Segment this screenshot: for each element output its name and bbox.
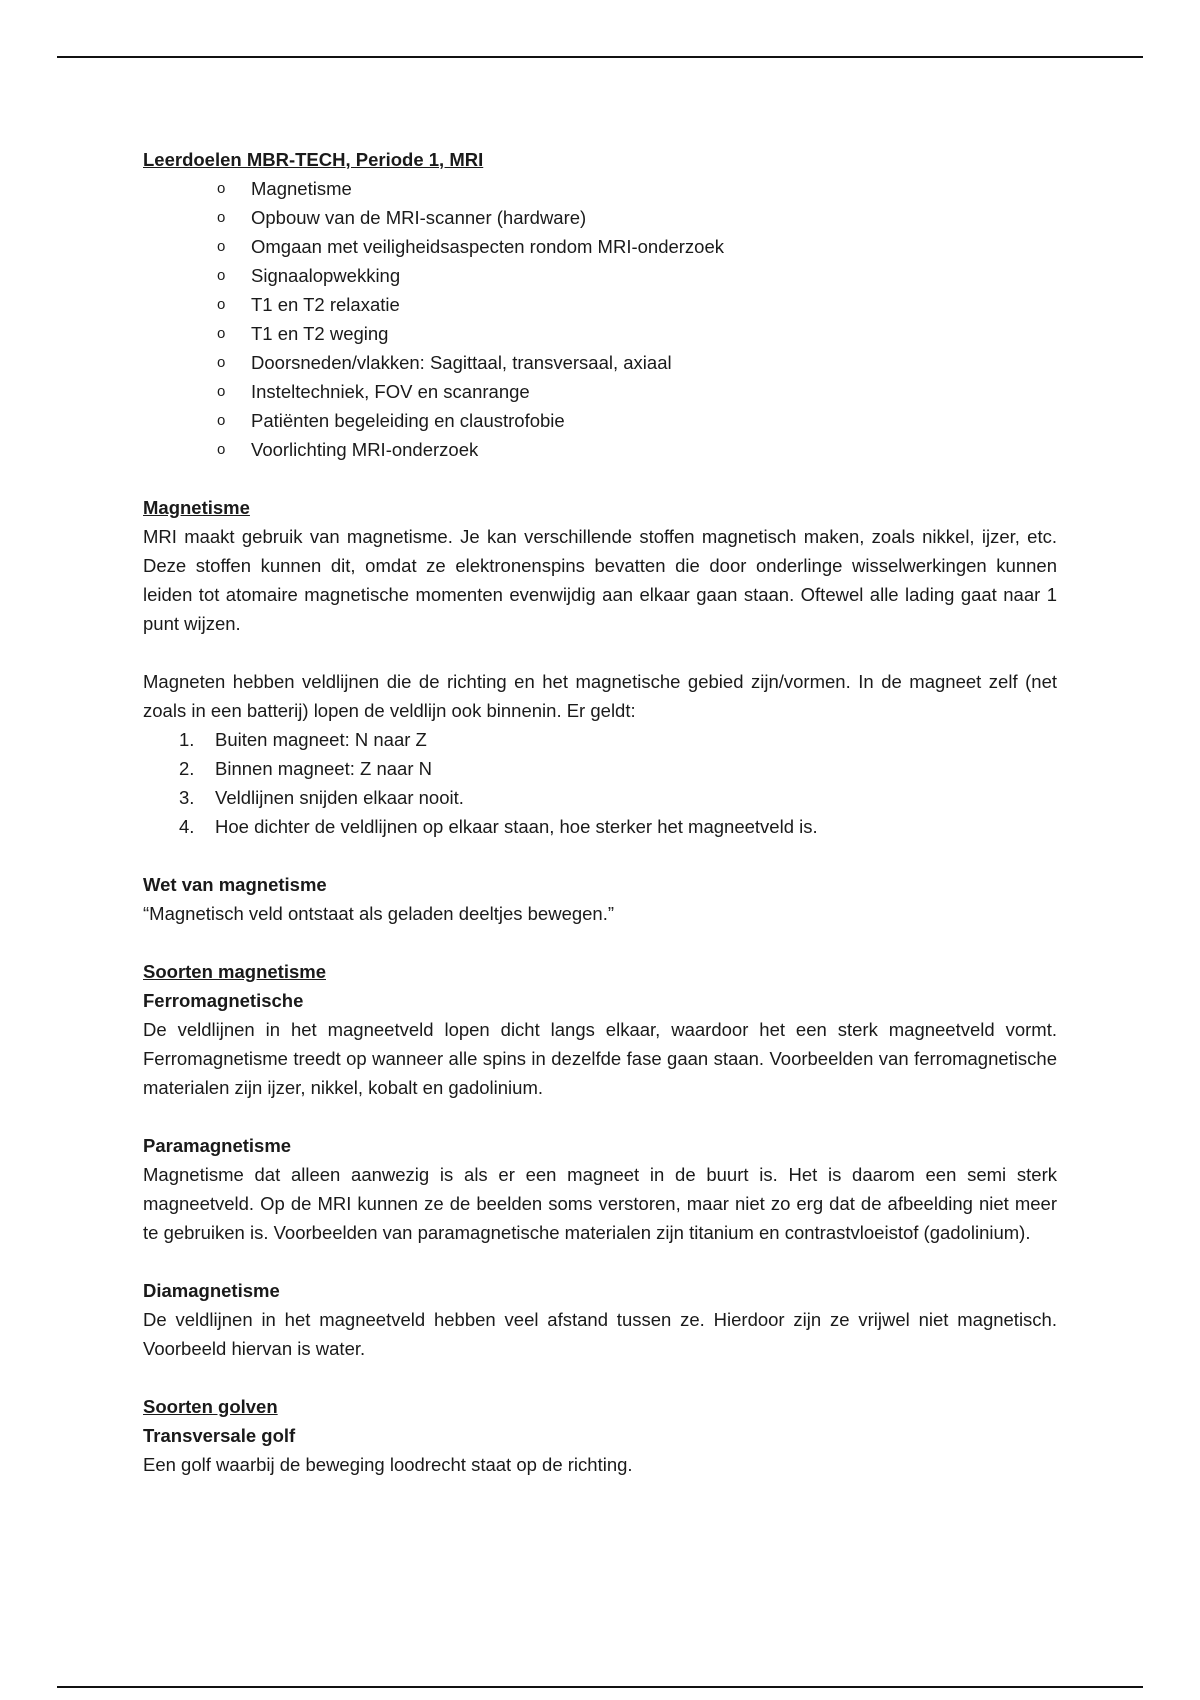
transversaal-text: Een golf waarbij de beweging loodrecht staat op de richting. (143, 1454, 633, 1475)
circle-bullet-icon: o (217, 296, 226, 313)
header-rule (57, 56, 1143, 58)
circle-bullet-icon: o (217, 238, 226, 255)
goals-list (143, 174, 1057, 464)
ferro-title: Ferromagnetische (143, 990, 304, 1011)
list-item: o T1 en T2 weging (217, 319, 1057, 348)
document-body (143, 145, 1057, 1479)
list-item: o Magnetisme (217, 174, 1057, 203)
para-text: Magnetisme dat alleen aanwezig is als er een magneet in de buurt is. Het is daarom een semi sterk magneetveld. Op de MRI kunnen ze de beelden soms verstoren, maar niet zo erg dat de afbeelding niet meer te gebruiken is. Voorbeelden van paramagnetische materialen zijn titanium en contrastvloeistof (gadolinium). (143, 1164, 1057, 1243)
magnetisme-paragraph-1: MRI maakt gebruik van magnetisme. Je kan verschillende stoffen magnetisch maken, zoals nikkel, ijzer, etc. Deze stoffen kunnen dit, omdat ze elektronenspins bevatten die door onderlinge wisselwerkingen kunnen leiden tot atomaire magnetische momenten evenwijdig aan elkaar gaan staan. Oftewel alle lading gaat naar 1 punt wijzen. (143, 526, 1057, 634)
veldlijnen-rules-list (143, 725, 1057, 841)
list-item: o T1 en T2 relaxatie (217, 290, 1057, 319)
wet-quote: “Magnetisch veld ontstaat als geladen deeltjes bewegen.” (143, 903, 615, 924)
list-item: 1. Buiten magneet: N naar Z (179, 729, 427, 750)
magnetisme-paragraph-2: Magneten hebben veldlijnen die de richting en het magnetische gebied zijn/vormen. In de magneet zelf (net zoals in een batterij) lopen de veldlijn ook binnenin. Er geldt: (143, 671, 1057, 721)
circle-bullet-icon: o (217, 383, 226, 400)
footer-rule (57, 1686, 1143, 1688)
goals-heading: Leerdoelen MBR-TECH, Periode 1, MRI (143, 149, 484, 170)
circle-bullet-icon: o (217, 209, 226, 226)
circle-bullet-icon: o (217, 354, 226, 371)
list-item: o Doorsneden/vlakken: Sagittaal, transversaal, axiaal (217, 348, 1057, 377)
list-item: 2. Binnen magneet: Z naar N (179, 758, 432, 779)
circle-bullet-icon: o (217, 267, 226, 284)
magnetisme-heading: Magnetisme (143, 497, 250, 518)
transversaal-title: Transversale golf (143, 1425, 296, 1446)
circle-bullet-icon: o (217, 180, 226, 197)
wet-heading: Wet van magnetisme (143, 874, 327, 895)
soorten-magnetisme-heading: Soorten magnetisme (143, 961, 326, 982)
list-item: o Omgaan met veiligheidsaspecten rondom MRI-onderzoek (217, 232, 1057, 261)
soorten-golven-heading: Soorten golven (143, 1396, 278, 1417)
list-item: 3. Veldlijnen snijden elkaar nooit. (179, 787, 464, 808)
ferro-text: De veldlijnen in het magneetveld lopen dicht langs elkaar, waardoor het een sterk magneetveld vormt. Ferromagnetisme treedt op wanneer alle spins in dezelfde fase gaan staan. Voorbeelden van ferromagnetische materialen zijn ijzer, nikkel, kobalt en gadolinium. (143, 1019, 1057, 1098)
dia-title: Diamagnetisme (143, 1280, 280, 1301)
dia-text: De veldlijnen in het magneetveld hebben veel afstand tussen ze. Hierdoor zijn ze vrijwel niet magnetisch. Voorbeeld hiervan is water. (143, 1309, 1057, 1359)
para-title: Paramagnetisme (143, 1135, 292, 1156)
list-item: o Insteltechniek, FOV en scanrange (217, 377, 1057, 406)
list-item: o Opbouw van de MRI-scanner (hardware) (217, 203, 1057, 232)
list-item: 4. Hoe dichter de veldlijnen op elkaar staan, hoe sterker het magneetveld is. (179, 816, 818, 837)
list-item: o Voorlichting MRI-onderzoek (217, 435, 1057, 464)
circle-bullet-icon: o (217, 412, 226, 429)
circle-bullet-icon: o (217, 325, 226, 342)
circle-bullet-icon: o (217, 441, 226, 458)
list-item: o Signaalopwekking (217, 261, 1057, 290)
list-item: o Patiënten begeleiding en claustrofobie (217, 406, 1057, 435)
